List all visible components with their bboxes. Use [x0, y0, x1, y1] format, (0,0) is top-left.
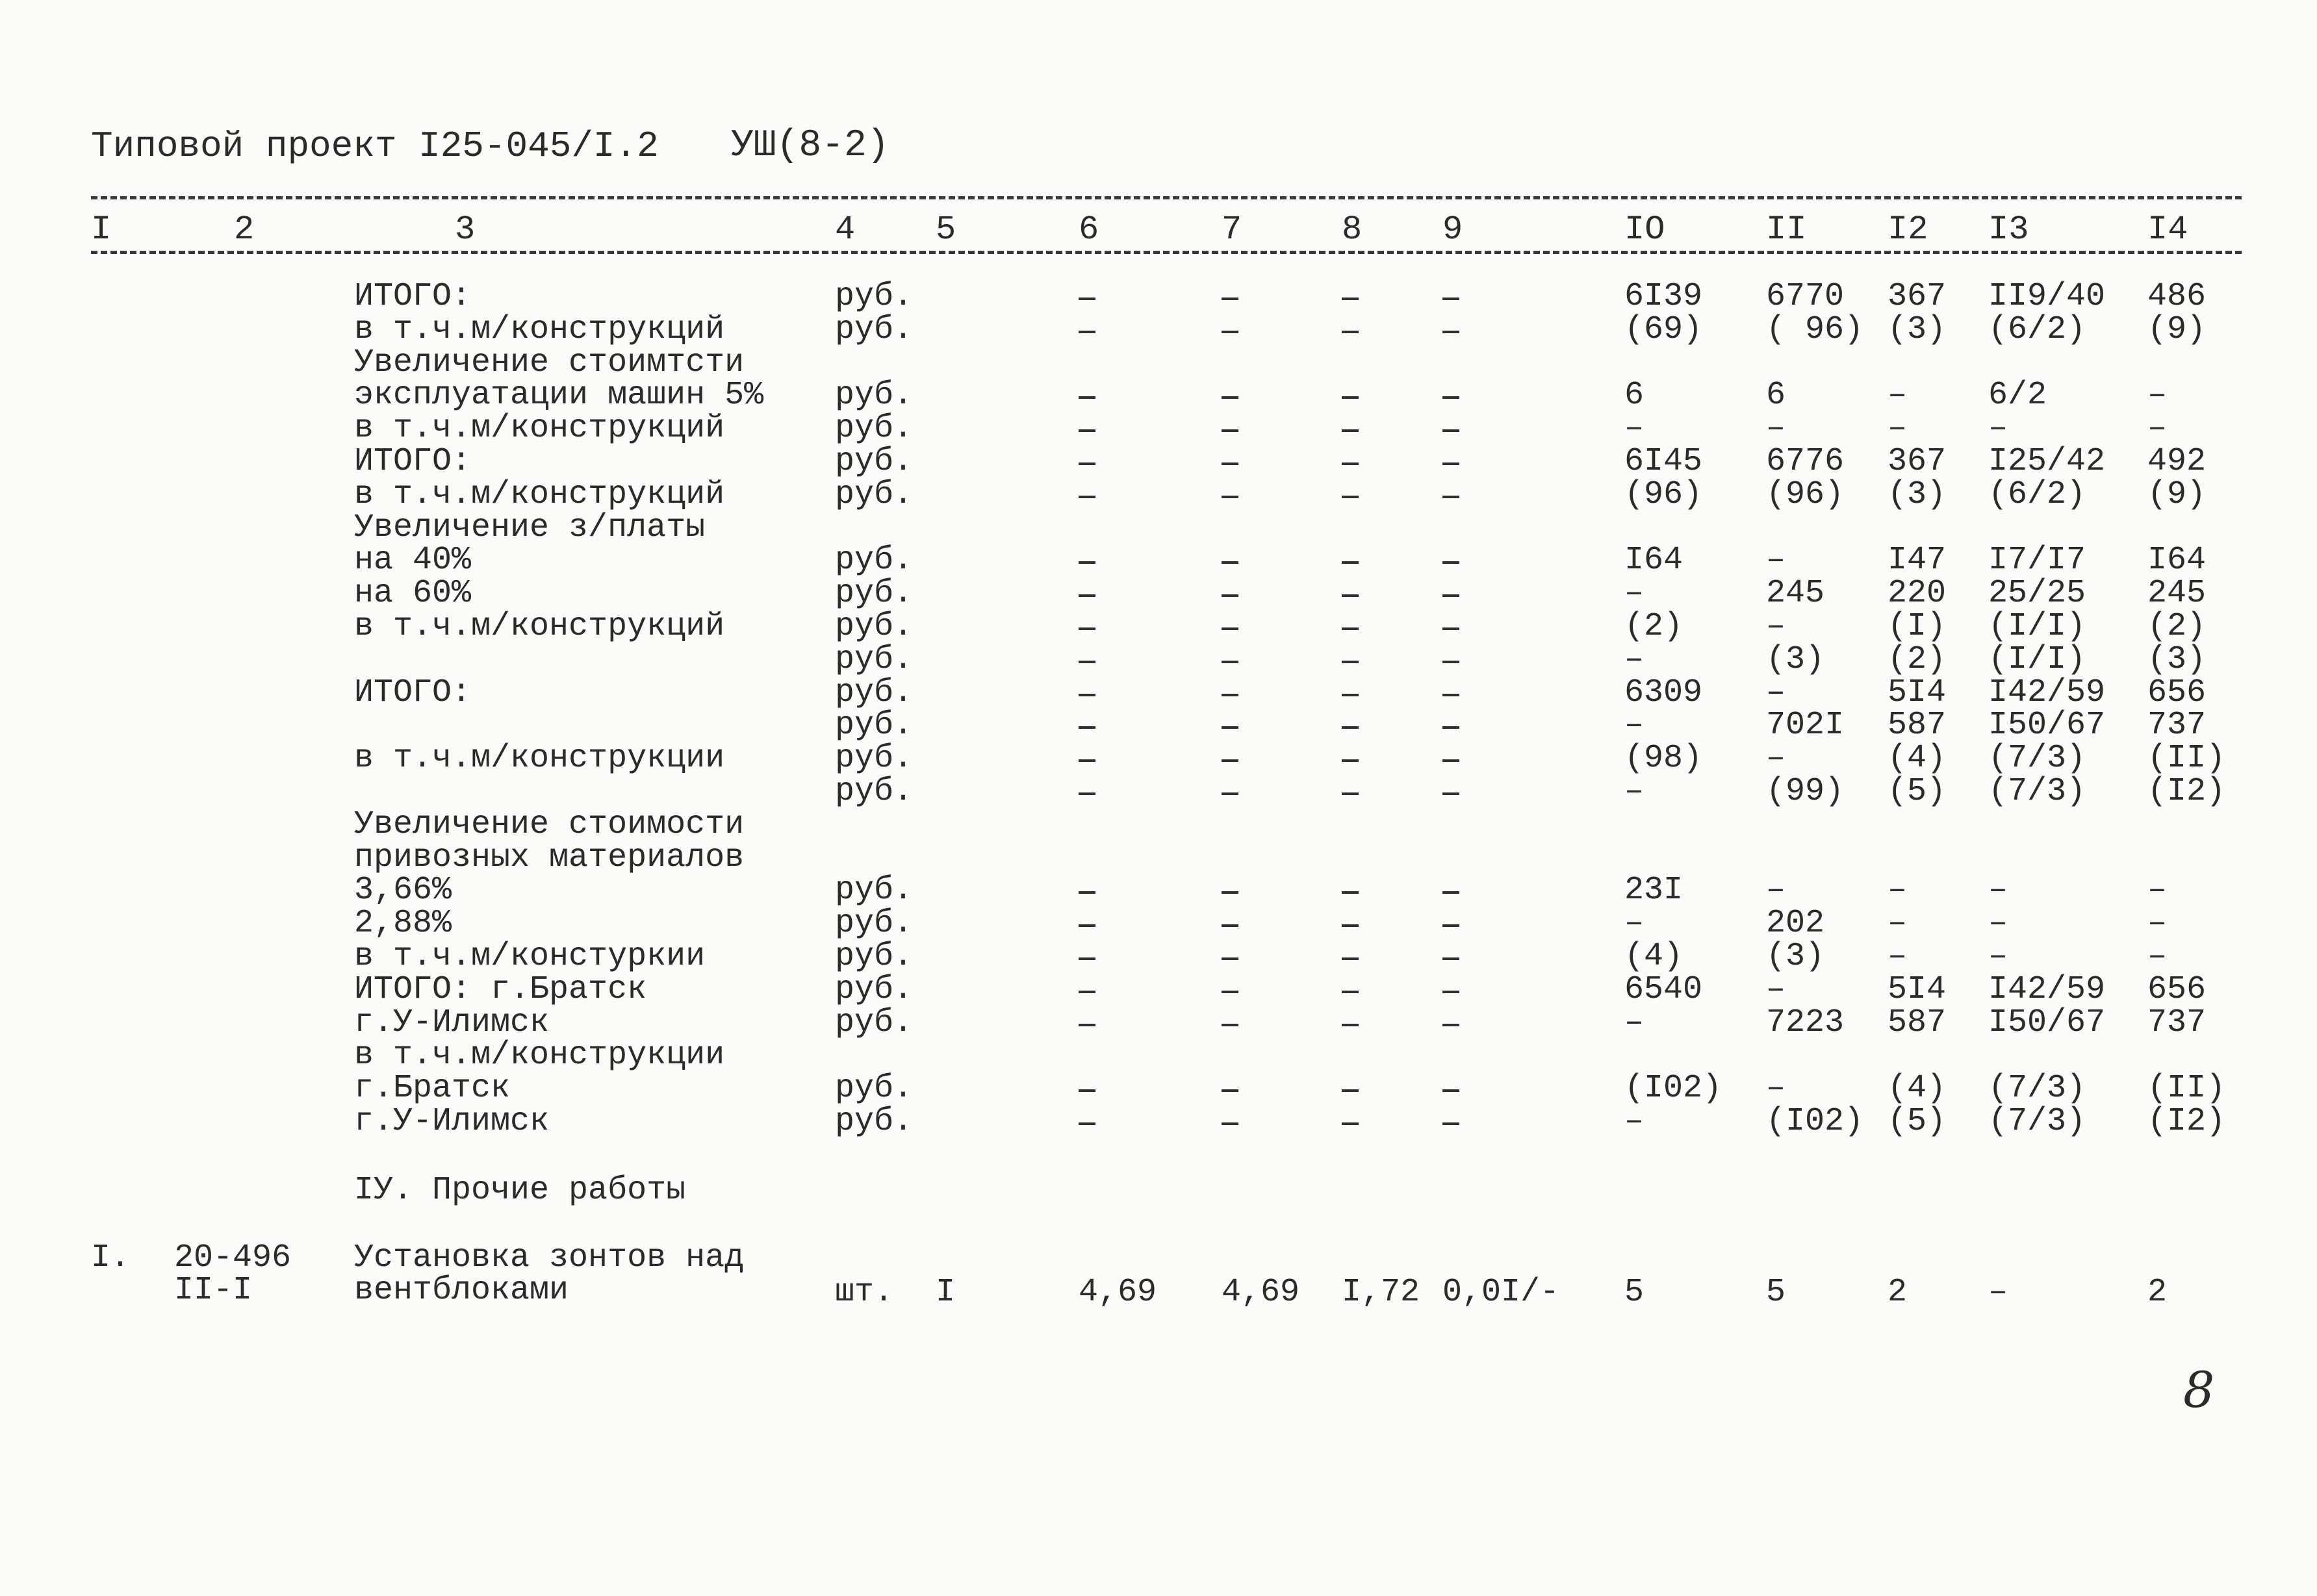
row-col-14: 737 [2147, 707, 2207, 744]
empty-cell-dash-col-6 [1079, 891, 1095, 894]
row-col-10: – [1624, 1004, 1645, 1041]
empty-cell-dash-col-8 [1342, 594, 1359, 597]
row-unit: руб. [835, 971, 914, 1008]
row-col-12: 587 [1888, 1004, 1947, 1041]
row-col-10: (69) [1624, 311, 1703, 348]
row-col-14: (9) [2147, 311, 2207, 348]
col-num-5: 5 [936, 210, 956, 249]
row-description: на 60% [354, 575, 472, 612]
row-col-14: 737 [2147, 1004, 2207, 1041]
empty-cell-dash-col-6 [1079, 561, 1095, 564]
row-col-14: – [2147, 905, 2168, 942]
item-col-14: 2 [2147, 1274, 2168, 1311]
row-col-11: 7223 [1766, 1004, 1845, 1041]
col-num-7: 7 [1222, 210, 1242, 249]
empty-cell-dash-col-9 [1442, 627, 1459, 630]
empty-cell-dash-col-9 [1442, 1089, 1459, 1092]
col-num-9: 9 [1442, 210, 1463, 249]
row-description: ИТОГО: [354, 674, 472, 711]
row-col-14: (I2) [2147, 1103, 2226, 1140]
empty-cell-dash-col-7 [1222, 1089, 1238, 1092]
row-col-12: 367 [1888, 278, 1947, 315]
empty-cell-dash-col-7 [1222, 991, 1238, 993]
empty-cell-dash-col-7 [1222, 924, 1238, 927]
item-col-6: 4,69 [1079, 1274, 1157, 1311]
row-col-12: – [1888, 410, 1908, 447]
row-col-11: – [1766, 872, 1786, 909]
row-unit: руб. [835, 311, 914, 348]
row-unit: руб. [835, 443, 914, 480]
row-description: Увеличение з/платы [354, 509, 706, 546]
row-col-11: – [1766, 410, 1786, 447]
row-unit: руб. [835, 476, 914, 513]
row-col-10: I64 [1624, 542, 1683, 579]
col-num-11: II [1766, 210, 1807, 249]
row-col-14: (II) [2147, 740, 2226, 777]
document-title: Типовой проект I25-045/I.2 [91, 125, 659, 167]
header-rule-bottom [91, 251, 2242, 254]
empty-cell-dash-col-7 [1222, 1024, 1238, 1026]
empty-cell-dash-col-7 [1222, 462, 1238, 465]
empty-cell-dash-col-9 [1442, 429, 1459, 432]
row-col-11: – [1766, 542, 1786, 579]
empty-cell-dash-col-7 [1222, 891, 1238, 894]
row-col-13: (7/3) [1988, 1070, 2086, 1107]
row-col-13: I25/42 [1988, 443, 2106, 480]
empty-cell-dash-col-6 [1079, 496, 1095, 498]
row-col-11: – [1766, 1070, 1786, 1107]
empty-cell-dash-col-8 [1342, 331, 1359, 333]
row-col-12: – [1888, 905, 1908, 942]
empty-cell-dash-col-6 [1079, 759, 1095, 762]
row-col-11: ( 96) [1766, 311, 1864, 348]
empty-cell-dash-col-6 [1079, 694, 1095, 696]
row-col-10: – [1624, 905, 1645, 942]
row-description: ИТОГО: [354, 278, 472, 315]
row-col-13: (6/2) [1988, 476, 2086, 513]
row-unit: руб. [835, 773, 914, 810]
col-num-4: 4 [835, 210, 856, 249]
row-col-10: 6540 [1624, 971, 1703, 1008]
empty-cell-dash-col-7 [1222, 627, 1238, 630]
row-col-13: – [1988, 872, 2008, 909]
row-col-10: – [1624, 707, 1645, 744]
row-col-13: (7/3) [1988, 740, 2086, 777]
row-col-12: (2) [1888, 641, 1947, 678]
row-description: в т.ч.м/констуркии [354, 938, 706, 975]
row-col-14: 492 [2147, 443, 2207, 480]
row-description: эксплуатации машин 5% [354, 377, 764, 414]
col-num-2: 2 [234, 210, 255, 249]
row-col-10: – [1624, 1103, 1645, 1140]
empty-cell-dash-col-6 [1079, 627, 1095, 630]
row-description: г.Братск [354, 1070, 511, 1107]
row-col-11: 6776 [1766, 443, 1845, 480]
row-col-13: I42/59 [1988, 674, 2106, 711]
row-col-10: 6309 [1624, 674, 1703, 711]
row-col-14: (3) [2147, 641, 2207, 678]
row-col-13: 25/25 [1988, 575, 2086, 612]
row-col-14: – [2147, 872, 2168, 909]
row-col-13: 6/2 [1988, 377, 2047, 414]
row-col-13: I50/67 [1988, 707, 2106, 744]
row-description: 3,66% [354, 872, 452, 909]
col-num-12: I2 [1888, 210, 1928, 249]
empty-cell-dash-col-6 [1079, 429, 1095, 432]
row-col-13: I42/59 [1988, 971, 2106, 1008]
empty-cell-dash-col-8 [1342, 1024, 1359, 1026]
empty-cell-dash-col-7 [1222, 331, 1238, 333]
empty-cell-dash-col-7 [1222, 429, 1238, 432]
row-col-11: 6770 [1766, 278, 1845, 315]
col-num-13: I3 [1988, 210, 2029, 249]
empty-cell-dash-col-9 [1442, 991, 1459, 993]
row-unit: руб. [835, 542, 914, 579]
row-unit: руб. [835, 740, 914, 777]
item-col-10: 5 [1624, 1274, 1645, 1311]
row-col-11: – [1766, 971, 1786, 1008]
empty-cell-dash-col-6 [1079, 1122, 1095, 1125]
row-col-10: (98) [1624, 740, 1703, 777]
empty-cell-dash-col-9 [1442, 792, 1459, 795]
empty-cell-dash-col-6 [1079, 462, 1095, 465]
row-col-12: 5I4 [1888, 674, 1947, 711]
row-unit: руб. [835, 674, 914, 711]
empty-cell-dash-col-6 [1079, 1024, 1095, 1026]
empty-cell-dash-col-9 [1442, 957, 1459, 960]
row-description: ИТОГО: [354, 443, 472, 480]
empty-cell-dash-col-9 [1442, 1024, 1459, 1026]
row-unit: руб. [835, 278, 914, 315]
sheet-code: УШ(8-2) [731, 125, 890, 167]
empty-cell-dash-col-8 [1342, 396, 1359, 399]
empty-cell-dash-col-6 [1079, 726, 1095, 729]
empty-cell-dash-col-9 [1442, 594, 1459, 597]
item-col-8: I,72 [1342, 1274, 1420, 1311]
row-col-10: – [1624, 641, 1645, 678]
empty-cell-dash-col-8 [1342, 726, 1359, 729]
row-col-12: (3) [1888, 311, 1947, 348]
row-col-11: 202 [1766, 905, 1825, 942]
row-description: г.У-Илимск [354, 1103, 550, 1140]
empty-cell-dash-col-6 [1079, 298, 1095, 300]
col-num-3: 3 [455, 210, 476, 249]
row-unit: руб. [835, 1004, 914, 1041]
empty-cell-dash-col-9 [1442, 661, 1459, 663]
row-unit: руб. [835, 872, 914, 909]
row-col-11: (99) [1766, 773, 1845, 810]
empty-cell-dash-col-8 [1342, 891, 1359, 894]
item-description-cont: вентблоками [354, 1272, 569, 1309]
empty-cell-dash-col-9 [1442, 1122, 1459, 1125]
empty-cell-dash-col-8 [1342, 1122, 1359, 1125]
row-col-10: – [1624, 773, 1645, 810]
section-heading: IУ. Прочие работы [354, 1172, 686, 1209]
page-number: 8 [2183, 1361, 2215, 1419]
row-unit: руб. [835, 608, 914, 645]
row-col-13: (I/I) [1988, 641, 2086, 678]
row-col-11: – [1766, 674, 1786, 711]
row-col-14: 245 [2147, 575, 2207, 612]
row-col-14: (I2) [2147, 773, 2226, 810]
row-col-11: 702I [1766, 707, 1845, 744]
empty-cell-dash-col-6 [1079, 792, 1095, 795]
row-description: в т.ч.м/конструкции [354, 1037, 725, 1074]
empty-cell-dash-col-7 [1222, 298, 1238, 300]
row-col-13: (7/3) [1988, 773, 2086, 810]
empty-cell-dash-col-8 [1342, 496, 1359, 498]
row-description: ИТОГО: г.Братск [354, 971, 647, 1008]
empty-cell-dash-col-8 [1342, 462, 1359, 465]
item-col-13: – [1988, 1274, 2008, 1311]
row-col-11: (3) [1766, 938, 1825, 975]
empty-cell-dash-col-7 [1222, 594, 1238, 597]
row-col-14: (II) [2147, 1070, 2226, 1107]
row-col-11: (96) [1766, 476, 1845, 513]
row-col-14: (2) [2147, 608, 2207, 645]
empty-cell-dash-col-9 [1442, 298, 1459, 300]
row-unit: руб. [835, 938, 914, 975]
row-unit: руб. [835, 410, 914, 447]
item-quantity: I [936, 1274, 956, 1311]
row-col-13: – [1988, 938, 2008, 975]
empty-cell-dash-col-9 [1442, 891, 1459, 894]
row-col-12: 587 [1888, 707, 1947, 744]
row-col-12: (5) [1888, 1103, 1947, 1140]
item-col-9: 0,0I/- [1442, 1274, 1560, 1311]
row-col-13: I50/67 [1988, 1004, 2106, 1041]
row-unit: руб. [835, 377, 914, 414]
row-col-14: 486 [2147, 278, 2207, 315]
col-num-1: I [91, 210, 112, 249]
empty-cell-dash-col-8 [1342, 924, 1359, 927]
empty-cell-dash-col-6 [1079, 396, 1095, 399]
row-col-12: (4) [1888, 740, 1947, 777]
row-description: в т.ч.м/конструкций [354, 476, 725, 513]
row-col-10: 6I39 [1624, 278, 1703, 315]
row-col-11: 6 [1766, 377, 1786, 414]
row-col-13: (I/I) [1988, 608, 2086, 645]
empty-cell-dash-col-8 [1342, 991, 1359, 993]
item-col-12: 2 [1888, 1274, 1908, 1311]
row-description: г.У-Илимск [354, 1004, 550, 1041]
row-col-11: – [1766, 608, 1786, 645]
empty-cell-dash-col-6 [1079, 661, 1095, 663]
item-number: I. [91, 1239, 131, 1276]
row-col-10: 23I [1624, 872, 1683, 909]
empty-cell-dash-col-8 [1342, 661, 1359, 663]
empty-cell-dash-col-8 [1342, 298, 1359, 300]
row-unit: руб. [835, 1103, 914, 1140]
col-num-10: IO [1624, 210, 1665, 249]
item-description: Установка зонтов над [354, 1239, 745, 1276]
empty-cell-dash-col-7 [1222, 561, 1238, 564]
empty-cell-dash-col-7 [1222, 396, 1238, 399]
col-num-6: 6 [1079, 210, 1099, 249]
row-description: в т.ч.м/конструкций [354, 608, 725, 645]
row-col-14: 656 [2147, 674, 2207, 711]
row-col-12: – [1888, 938, 1908, 975]
empty-cell-dash-col-8 [1342, 561, 1359, 564]
row-col-12: 367 [1888, 443, 1947, 480]
row-col-10: 6 [1624, 377, 1645, 414]
empty-cell-dash-col-8 [1342, 627, 1359, 630]
row-col-12: I47 [1888, 542, 1947, 579]
row-col-12: – [1888, 872, 1908, 909]
row-col-13: (6/2) [1988, 311, 2086, 348]
row-description: Увеличение стоимтсти [354, 344, 745, 381]
row-unit: руб. [835, 575, 914, 612]
row-description: в т.ч.м/конструкций [354, 410, 725, 447]
row-col-11: (3) [1766, 641, 1825, 678]
empty-cell-dash-col-7 [1222, 661, 1238, 663]
empty-cell-dash-col-9 [1442, 331, 1459, 333]
row-col-11: – [1766, 740, 1786, 777]
row-col-14: I64 [2147, 542, 2207, 579]
row-col-12: (5) [1888, 773, 1947, 810]
empty-cell-dash-col-6 [1079, 594, 1095, 597]
empty-cell-dash-col-9 [1442, 759, 1459, 762]
row-unit: руб. [835, 707, 914, 744]
row-col-12: – [1888, 377, 1908, 414]
row-col-10: 6I45 [1624, 443, 1703, 480]
empty-cell-dash-col-7 [1222, 694, 1238, 696]
empty-cell-dash-col-9 [1442, 396, 1459, 399]
header-rule-top [91, 196, 2242, 199]
empty-cell-dash-col-7 [1222, 792, 1238, 795]
empty-cell-dash-col-7 [1222, 1122, 1238, 1125]
col-num-14: I4 [2147, 210, 2188, 249]
row-col-13: – [1988, 905, 2008, 942]
empty-cell-dash-col-7 [1222, 726, 1238, 729]
row-description: в т.ч.м/конструкции [354, 740, 725, 777]
item-col-7: 4,69 [1222, 1274, 1300, 1311]
row-col-10: (4) [1624, 938, 1683, 975]
row-col-13: II9/40 [1988, 278, 2106, 315]
row-unit: руб. [835, 1070, 914, 1107]
item-code-sub: II-I [174, 1272, 253, 1309]
empty-cell-dash-col-8 [1342, 759, 1359, 762]
empty-cell-dash-col-8 [1342, 792, 1359, 795]
empty-cell-dash-col-7 [1222, 496, 1238, 498]
empty-cell-dash-col-9 [1442, 924, 1459, 927]
empty-cell-dash-col-9 [1442, 561, 1459, 564]
empty-cell-dash-col-6 [1079, 331, 1095, 333]
row-col-14: (9) [2147, 476, 2207, 513]
empty-cell-dash-col-6 [1079, 957, 1095, 960]
empty-cell-dash-col-8 [1342, 957, 1359, 960]
item-unit: шт. [835, 1274, 894, 1311]
row-col-12: 5I4 [1888, 971, 1947, 1008]
row-col-10: – [1624, 410, 1645, 447]
row-description: 2,88% [354, 905, 452, 942]
empty-cell-dash-col-7 [1222, 759, 1238, 762]
empty-cell-dash-col-6 [1079, 991, 1095, 993]
row-col-14: – [2147, 938, 2168, 975]
row-col-11: (I02) [1766, 1103, 1864, 1140]
row-col-13: – [1988, 410, 2008, 447]
row-col-14: – [2147, 377, 2168, 414]
row-col-10: – [1624, 575, 1645, 612]
item-col-11: 5 [1766, 1274, 1786, 1311]
empty-cell-dash-col-7 [1222, 957, 1238, 960]
row-unit: руб. [835, 905, 914, 942]
row-col-14: 656 [2147, 971, 2207, 1008]
empty-cell-dash-col-6 [1079, 1089, 1095, 1092]
empty-cell-dash-col-8 [1342, 694, 1359, 696]
row-col-10: (2) [1624, 608, 1683, 645]
row-description: привозных материалов [354, 839, 745, 876]
empty-cell-dash-col-9 [1442, 496, 1459, 498]
row-unit: руб. [835, 641, 914, 678]
empty-cell-dash-col-8 [1342, 1089, 1359, 1092]
empty-cell-dash-col-9 [1442, 694, 1459, 696]
row-col-13: (7/3) [1988, 1103, 2086, 1140]
row-description: в т.ч.м/конструкций [354, 311, 725, 348]
row-col-11: 245 [1766, 575, 1825, 612]
row-col-13: I7/I7 [1988, 542, 2086, 579]
col-num-8: 8 [1342, 210, 1363, 249]
row-col-12: (3) [1888, 476, 1947, 513]
empty-cell-dash-col-9 [1442, 462, 1459, 465]
item-code: 20-496 [174, 1239, 292, 1276]
row-col-14: – [2147, 410, 2168, 447]
row-col-10: (I02) [1624, 1070, 1722, 1107]
row-col-10: (96) [1624, 476, 1703, 513]
row-description: на 40% [354, 542, 472, 579]
row-col-12: (I) [1888, 608, 1947, 645]
row-col-12: (4) [1888, 1070, 1947, 1107]
empty-cell-dash-col-6 [1079, 924, 1095, 927]
row-description: Увеличение стоимости [354, 806, 745, 843]
empty-cell-dash-col-9 [1442, 726, 1459, 729]
row-col-12: 220 [1888, 575, 1947, 612]
empty-cell-dash-col-8 [1342, 429, 1359, 432]
